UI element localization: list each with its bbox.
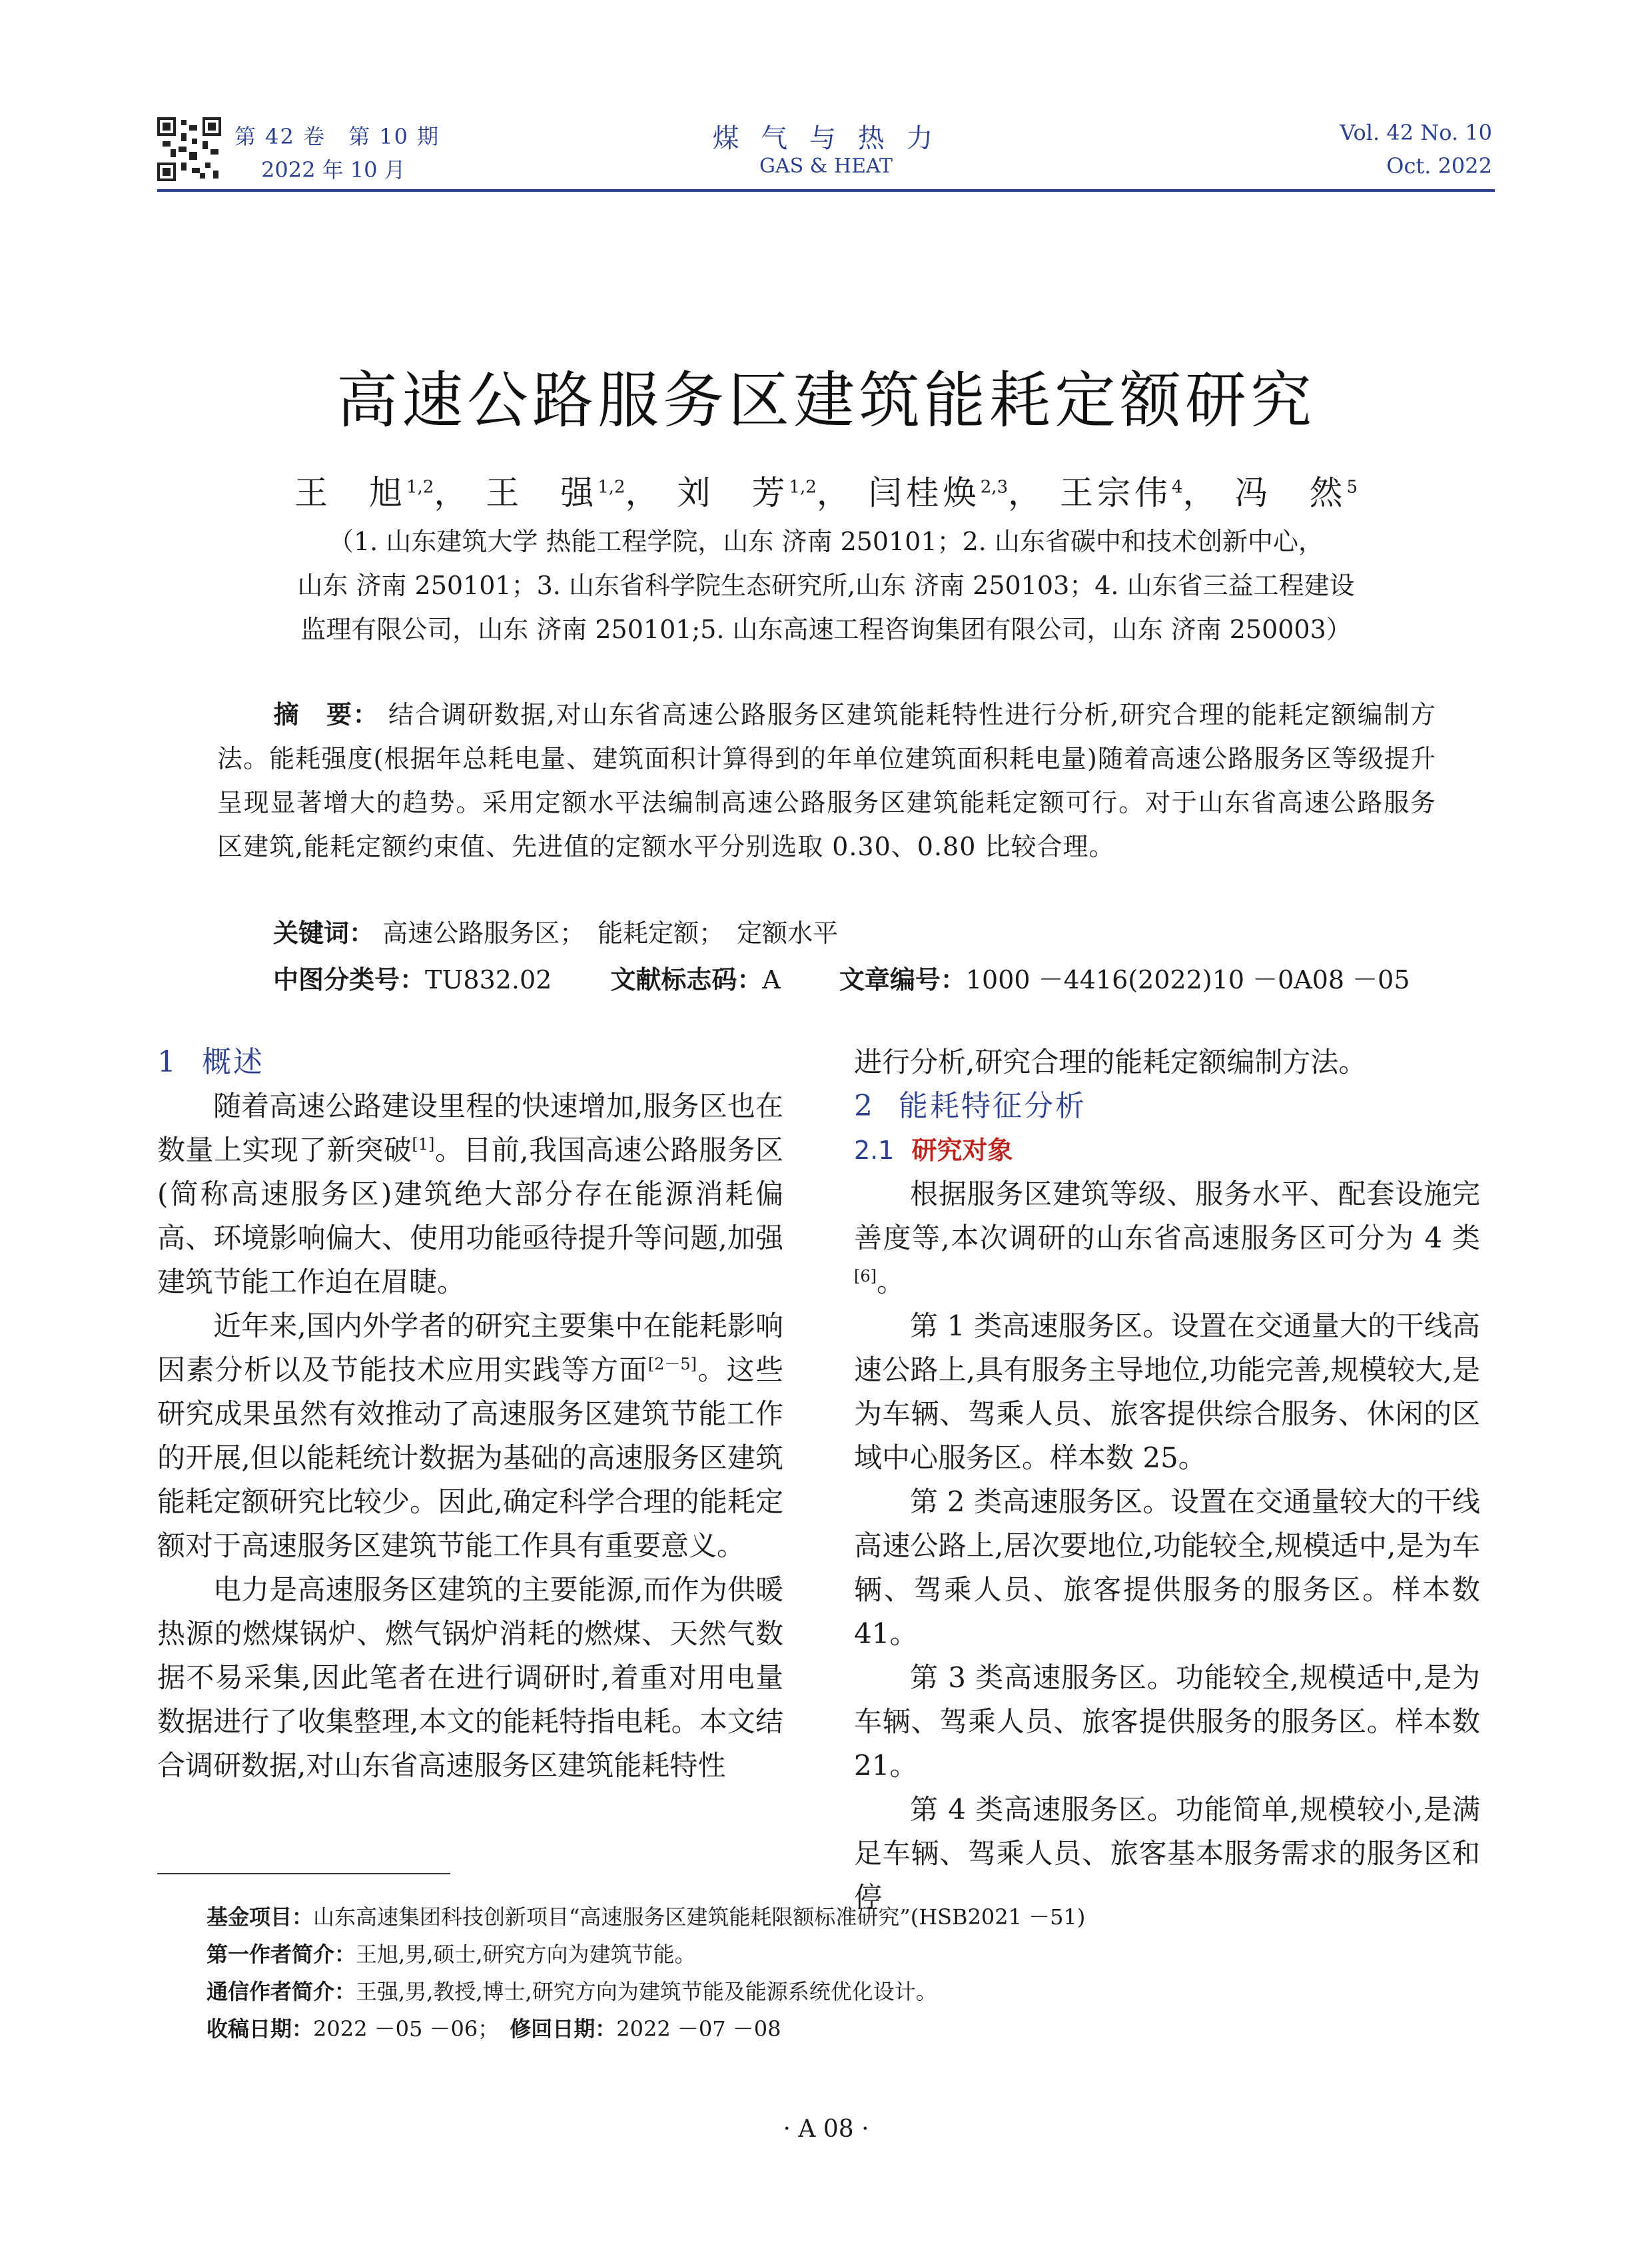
author: 王 旭$^{1,2}$ bbox=[294, 474, 434, 512]
author: 冯 然$^5$ bbox=[1234, 474, 1358, 512]
paragraph: 根据服务区建筑等级、服务水平、配套设施完善度等,本次调研的山东省高速服务区可分为 4 类[6]。 bbox=[854, 1178, 1480, 1298]
fund-line: 基金项目：山东高速集团科技创新项目“高速服务区建筑能耗限额标准研究”(HSB2021 －51) bbox=[206, 1904, 1086, 1930]
article-no-label: 文章编号： bbox=[839, 965, 966, 994]
left-column bbox=[157, 1040, 783, 1788]
qr-code-icon bbox=[157, 117, 221, 181]
section-heading: 2 能耗特征分析 bbox=[854, 1089, 1086, 1123]
affiliation-line: （1. 山东建筑大学 热能工程学院，山东 济南 250101；2. 山东省碳中和技术创新中心， bbox=[328, 527, 1324, 556]
paragraph: 第 1 类高速服务区。设置在交通量大的干线高速公路上,具有服务主导地位,功能完善,规模较大,是为车辆、驾乘人员、旅客提供综合服务、休闲的区域中心服务区。样本数 25。 bbox=[854, 1309, 1480, 1474]
clc-label: 中图分类号： bbox=[273, 965, 426, 994]
keywords-label: 关键词： bbox=[273, 919, 375, 948]
author: 王宗伟$^4$ bbox=[1060, 474, 1183, 512]
page-number: · A 08 · bbox=[783, 2115, 869, 2143]
subsection-heading: 2.1 研究对象 bbox=[854, 1136, 1013, 1165]
citation: [2－5] bbox=[647, 1355, 697, 1373]
affiliation-line: 山东 济南 250101；3. 山东省科学院生态研究所,山东 济南 250103；4. 山东省三益工程建设 bbox=[297, 571, 1355, 600]
header-journal-cn: 煤 气 与 热 力 bbox=[712, 123, 940, 154]
doc-code-label: 文献标志码： bbox=[610, 965, 763, 994]
paragraph: 第 3 类高速服务区。功能较全,规模适中,是为车辆、驾乘人员、旅客提供服务的服务区。样本数 21。 bbox=[854, 1661, 1480, 1782]
author: 刘 芳$^{1,2}$ bbox=[677, 474, 817, 512]
footnote-rule bbox=[157, 1873, 450, 1874]
citation: [6] bbox=[854, 1267, 877, 1286]
keywords-text: 高速公路服务区； 能耗定额； 定额水平 bbox=[382, 919, 839, 948]
paper-title: 高速公路服务区建筑能耗定额研究 bbox=[336, 365, 1316, 436]
header-volume-issue-cn: 第 42 卷 第 10 期 bbox=[234, 124, 440, 149]
clc-value: TU832.02 bbox=[425, 965, 552, 994]
doc-code-value: A bbox=[762, 965, 781, 994]
classification-line bbox=[273, 959, 1446, 996]
author: 闫桂焕$^{2,3}$ bbox=[868, 474, 1009, 512]
abstract bbox=[217, 693, 1436, 869]
affiliation-line: 监理有限公司，山东 济南 250101;5. 山东高速工程咨询集团有限公司，山东 济南 250003） bbox=[300, 615, 1352, 644]
abstract-text: 结合调研数据,对山东省高速公路服务区建筑能耗特性进行分析,研究合理的能耗定额编制方法。能耗强度(根据年总耗电量、建筑面积计算得到的年单位建筑面积耗电量)随着高速公路服务区等级提升呈现显著增大的趋势。采用定额水平法编制高速公路服务区建筑能耗定额可行。对于山东省高速公路服务区建筑,能耗定额约束值、先进值的定额水平分别选取 0.30、0.80 比较合理。 bbox=[217, 700, 1436, 861]
header-date-cn: 2022 年 10 月 bbox=[261, 157, 406, 183]
abstract-label: 摘 要： bbox=[273, 700, 380, 729]
dates-line: 收稿日期：2022 －05 －06； 修回日期：2022 －07 －08 bbox=[206, 2016, 781, 2042]
author-list: 王 旭$^{1,2}$， 王 强$^{1,2}$， 刘 芳$^{1,2}$， 闫桂焕$^{2,3}$， 王宗伟$^4$， 冯 然$^5$ bbox=[294, 474, 1358, 512]
footnote bbox=[206, 1898, 1459, 2048]
paragraph: 电力是高速服务区建筑的主要能源,而作为供暖热源的燃煤锅炉、燃气锅炉消耗的燃煤、天然气数据不易采集,因此笔者在进行调研时,着重对用电量数据进行了收集整理,本文的能耗特指电耗。本文结合调研数据,对山东省高速服务区建筑能耗特性 bbox=[157, 1573, 783, 1782]
header-date-en: Oct. 2022 bbox=[1386, 153, 1492, 179]
first-author-line: 第一作者简介：王旭,男,硕士,研究方向为建筑节能。 bbox=[206, 1942, 696, 1967]
citation: [1] bbox=[412, 1135, 435, 1154]
keywords bbox=[273, 913, 838, 949]
paragraph-continued: 进行分析,研究合理的能耗定额编制方法。 bbox=[854, 1046, 1367, 1078]
article-no-value: 1000 －4416(2022)10 －0A08 －05 bbox=[965, 965, 1410, 994]
paragraph: 第 2 类高速服务区。设置在交通量较大的干线高速公路上,居次要地位,功能较全,规模适中,是为车辆、驾乘人员、旅客提供服务的服务区。样本数 41。 bbox=[854, 1485, 1480, 1650]
section-heading: 1 概述 bbox=[157, 1045, 264, 1079]
corresponding-author-line: 通信作者简介：王强,男,教授,博士,研究方向为建筑节能及能源系统优化设计。 bbox=[206, 1979, 937, 2004]
paragraph: 随着高速公路建设里程的快速增加,服务区也在数量上实现了新突破[1]。目前,我国高速公路服务区(简称高速服务区)建筑绝大部分存在能源消耗偏高、环境影响偏大、使用功能亟待提升等问题,加强建筑节能工作迫在眉睫。 bbox=[157, 1090, 783, 1298]
affiliations bbox=[220, 520, 1432, 651]
author: 王 强$^{1,2}$ bbox=[486, 474, 625, 512]
paragraph: 第 4 类高速服务区。功能简单,规模较小,是满足车辆、驾乘人员、旅客基本服务需求的服务区和停 bbox=[854, 1793, 1480, 1914]
header-journal-en: GAS & HEAT bbox=[759, 155, 893, 178]
right-column bbox=[854, 1040, 1480, 1920]
header-volume-issue-en: Vol. 42 No. 10 bbox=[1340, 120, 1492, 145]
header-rule bbox=[157, 189, 1495, 192]
paragraph: 近年来,国内外学者的研究主要集中在能耗影响因素分析以及节能技术应用实践等方面[2－5]。这些研究成果虽然有效推动了高速服务区建筑节能工作的开展,但以能耗统计数据为基础的高速服务区建筑能耗定额研究比较少。因此,确定科学合理的能耗定额对于高速服务区建筑节能工作具有重要意义。 bbox=[157, 1309, 783, 1562]
